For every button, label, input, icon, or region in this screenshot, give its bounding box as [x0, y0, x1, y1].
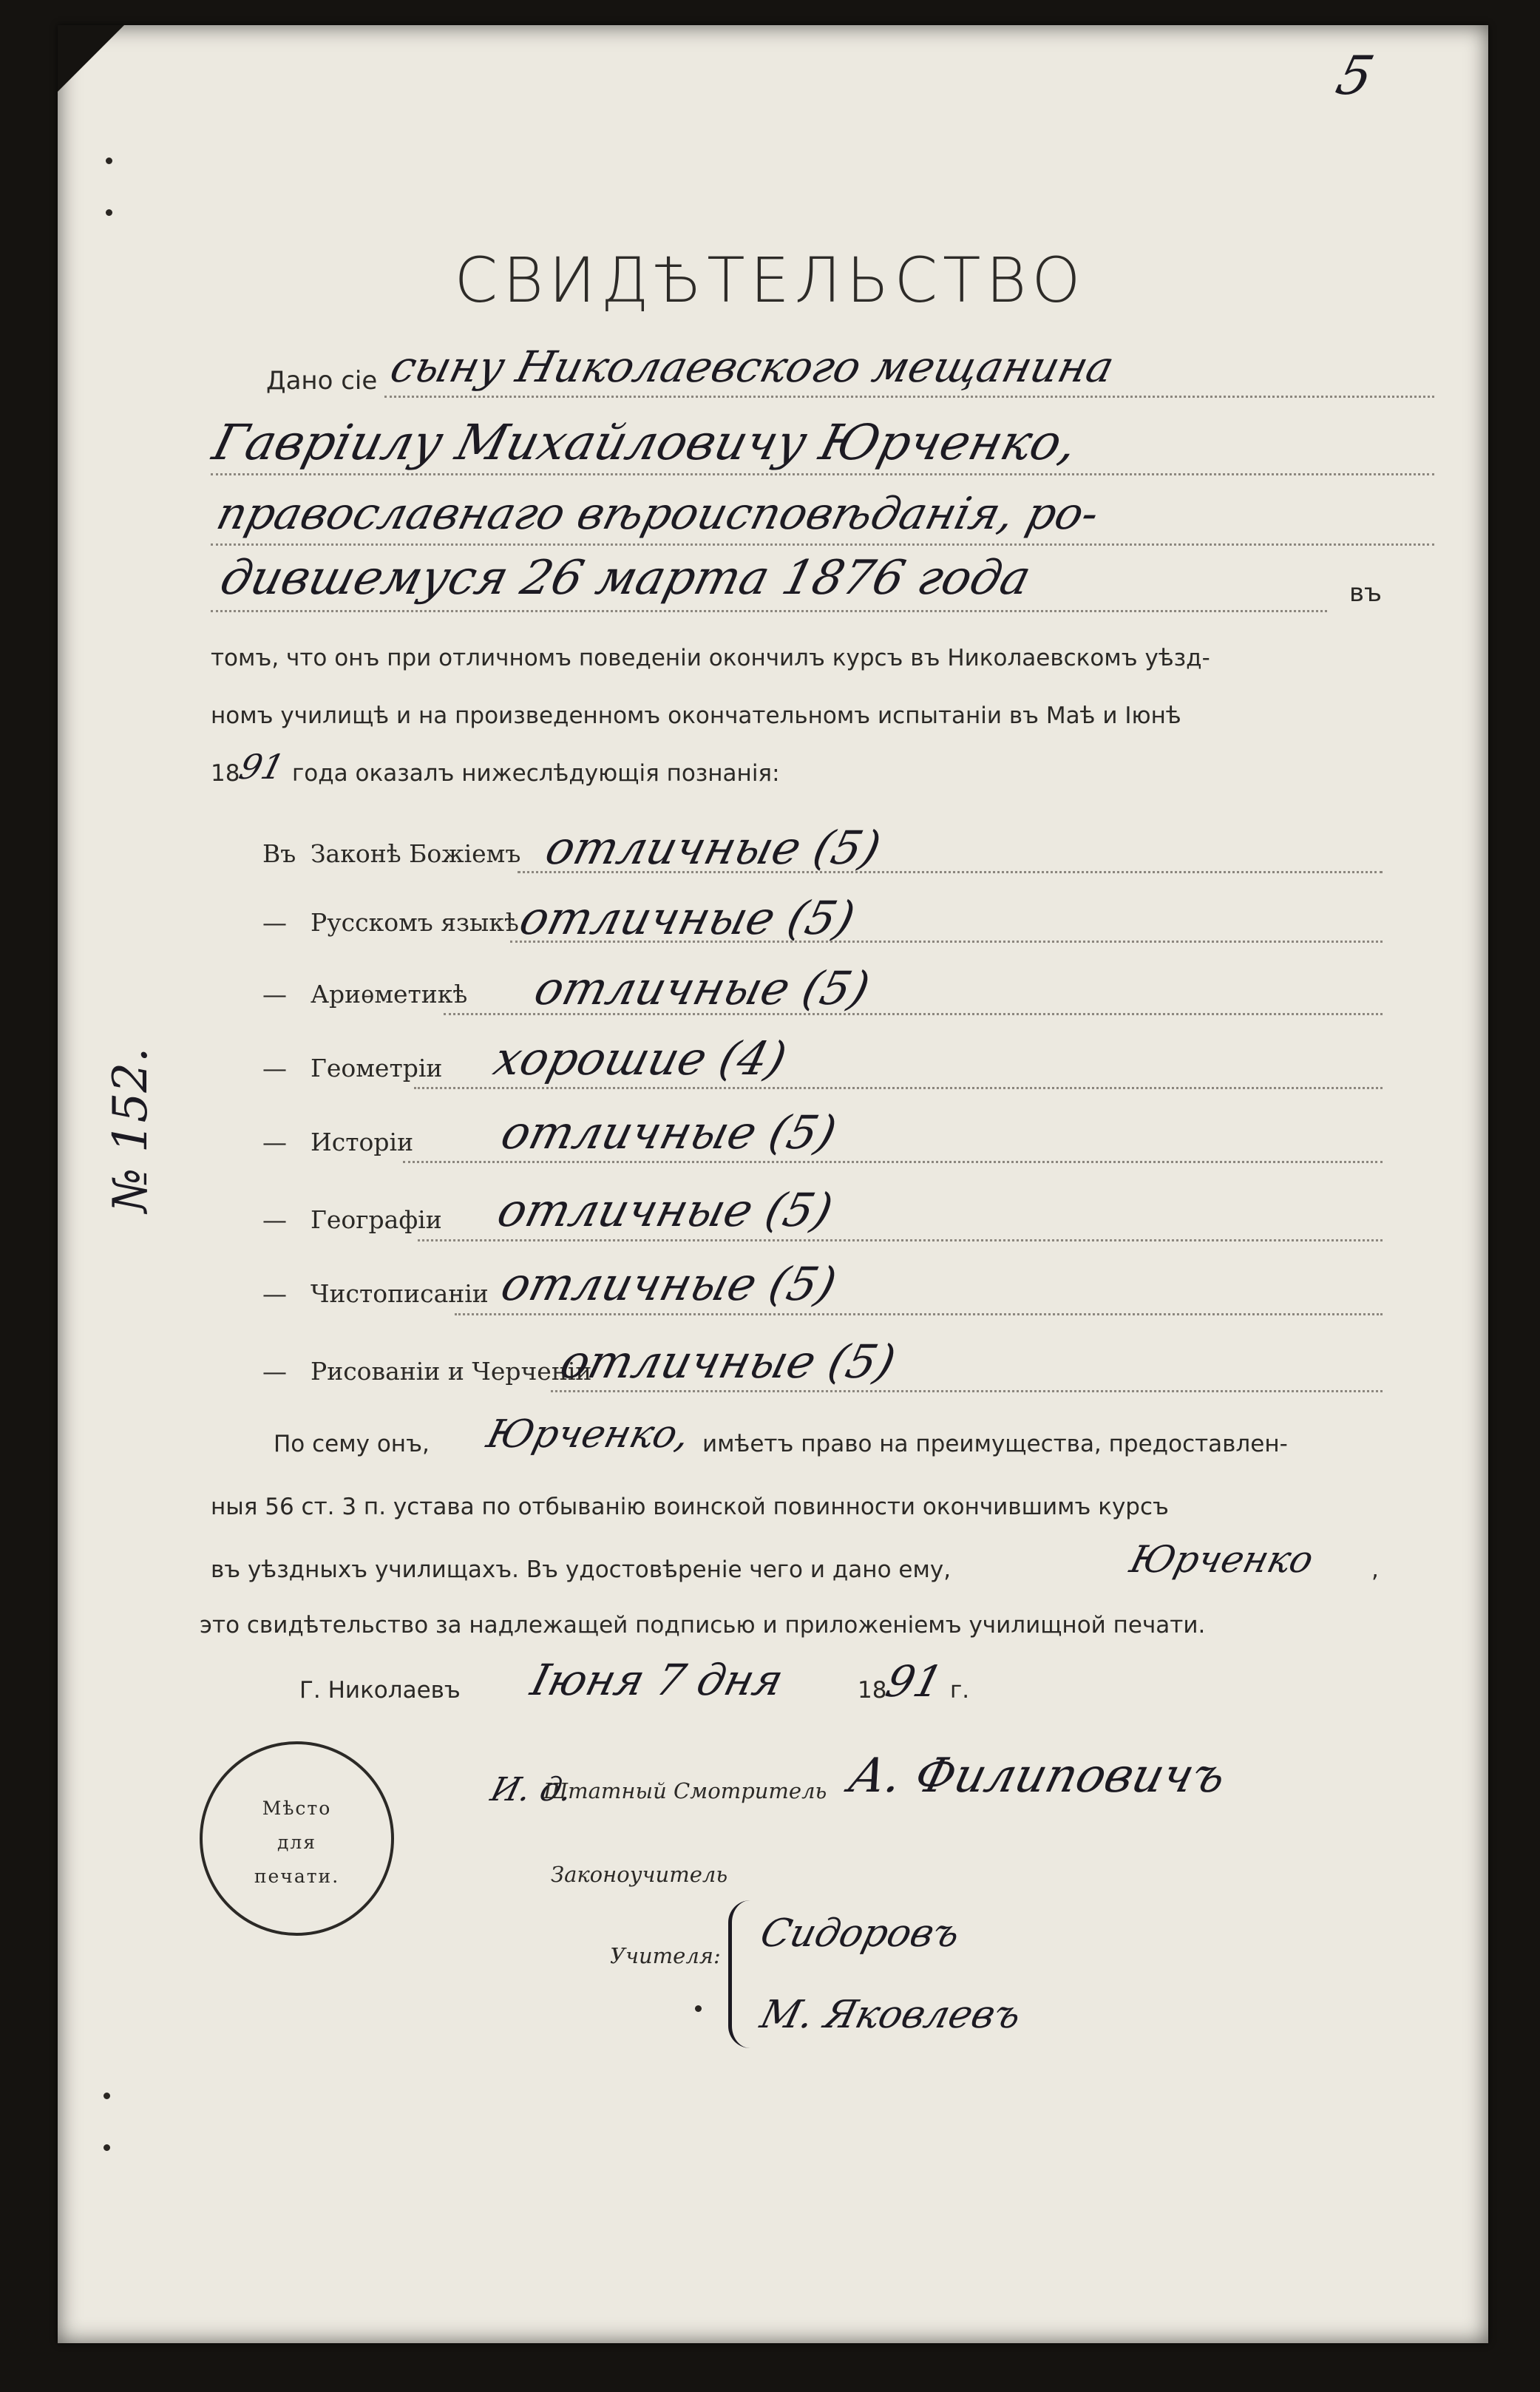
closing-d: это свидѣтельство за надлежащей подписью и приложеніемъ училищной печати.: [200, 1612, 1206, 1639]
fill-line: [211, 543, 1434, 546]
acting-mark: И. д.: [486, 1771, 577, 1809]
seal-line3: печати.: [254, 1866, 340, 1887]
teachers-brace: [728, 1900, 754, 2048]
subject-grade: отличные (5): [514, 891, 861, 945]
corner-number: 5: [1330, 44, 1380, 106]
fill-line: [384, 396, 1434, 398]
body-year-printed: 18: [211, 760, 240, 787]
seal-line2: для: [277, 1832, 317, 1853]
subject-prefix: Въ: [262, 839, 296, 868]
fill-line: [414, 1087, 1383, 1089]
subject-prefix: —: [262, 1205, 287, 1234]
date-year-printed: 18: [858, 1677, 887, 1704]
subject-label: Географіи: [311, 1205, 442, 1234]
given-suffix: въ: [1349, 578, 1383, 608]
document-title: СВИДѢТЕЛЬСТВО: [454, 244, 1086, 316]
body-line3: года оказалъ нижеслѣдующія познанія:: [292, 760, 780, 787]
registration-number: № 152.: [104, 1047, 158, 1213]
teacher1-signature: Сидоровъ: [756, 1911, 965, 1956]
subject-grade: отличные (5): [554, 1335, 901, 1389]
subject-grade: отличные (5): [529, 961, 875, 1015]
fill-line: [455, 1313, 1383, 1315]
superintendent-signature: А. Филиповичъ: [843, 1749, 1232, 1803]
subject-grade: отличные (5): [495, 1105, 842, 1159]
body-year-hand: 91: [235, 747, 289, 787]
punch-hole: [695, 2005, 702, 2012]
punch-hole: [104, 2144, 110, 2151]
date-suffix: г.: [950, 1677, 970, 1704]
given-line2: Гавріилу Михайловичу Юрченко,: [207, 414, 1084, 471]
subject-grade: отличные (5): [540, 821, 886, 875]
law-teacher-label: Законоучитель: [551, 1862, 728, 1887]
seal-line1: Мѣсто: [262, 1798, 332, 1819]
subject-grade: отличные (5): [495, 1257, 842, 1311]
fill-line: [211, 473, 1434, 475]
torn-corner: [58, 25, 124, 92]
subject-grade: отличные (5): [492, 1183, 838, 1237]
fill-line: [551, 1390, 1383, 1392]
subject-grade: хорошие (4): [488, 1031, 793, 1085]
teacher2-signature: М. Яковлевъ: [756, 1993, 1026, 2037]
place-city: Г. Николаевъ: [299, 1677, 461, 1704]
date-year-hand: 91: [881, 1656, 949, 1707]
subject-label: Рисованіи и Черченіи: [311, 1357, 592, 1386]
subject-label: Законѣ Божіемъ: [311, 839, 521, 868]
closing-c2: ,: [1371, 1556, 1379, 1583]
subject-label: Исторіи: [311, 1128, 414, 1156]
closing-name1: Юрченко,: [482, 1412, 695, 1457]
closing-name2: Юрченко: [1125, 1538, 1318, 1581]
fill-line: [403, 1161, 1383, 1163]
body-line2: номъ училищѣ и на произведенномъ окончательномъ испытаніи въ Маѣ и Іюнѣ: [211, 702, 1181, 729]
closing-c1: въ уѣздныхъ училищахъ. Въ удостовѣреніе чего и дано ему,: [211, 1556, 952, 1583]
fill-line: [211, 610, 1327, 612]
subject-prefix: —: [262, 908, 287, 937]
subject-prefix: —: [262, 980, 287, 1009]
given-line1: сыну Николаевского мещанина: [385, 342, 1119, 392]
given-line3: православнаго вѣроисповѣданія, ро-: [211, 488, 1105, 540]
subject-label: Ариѳметикѣ: [311, 980, 468, 1009]
closing-a1: По сему онъ,: [274, 1431, 430, 1457]
punch-hole: [106, 157, 112, 164]
subject-prefix: —: [262, 1128, 287, 1156]
subject-label: Русскомъ языкѣ: [311, 908, 519, 937]
subject-label: Геометріи: [311, 1054, 443, 1083]
given-line4: дившемуся 26 марта 1876 года: [214, 551, 1037, 606]
subject-prefix: —: [262, 1279, 287, 1308]
given-label: Дано сіе: [266, 366, 378, 396]
closing-a2: имѣетъ право на преимущества, предоставлен-: [702, 1431, 1288, 1457]
teachers-label: Учителя:: [610, 1943, 721, 1968]
date-hand: Іюня 7 дня: [526, 1655, 789, 1705]
punch-hole: [106, 209, 112, 216]
punch-hole: [104, 2093, 110, 2099]
subject-prefix: —: [262, 1054, 287, 1083]
fill-line: [418, 1239, 1383, 1241]
subject-label: Чистописаніи: [311, 1279, 489, 1308]
superintendent-label: Штатный Смотритель: [543, 1778, 827, 1803]
subject-prefix: —: [262, 1357, 287, 1386]
body-line1: томъ, что онъ при отличномъ поведеніи окончилъ курсъ въ Николаевскомъ уѣзд-: [211, 645, 1210, 671]
closing-b: ныя 56 ст. 3 п. устава по отбыванію воинской повинности окончившимъ курсъ: [211, 1494, 1169, 1520]
seal-placeholder: [200, 1741, 394, 1936]
